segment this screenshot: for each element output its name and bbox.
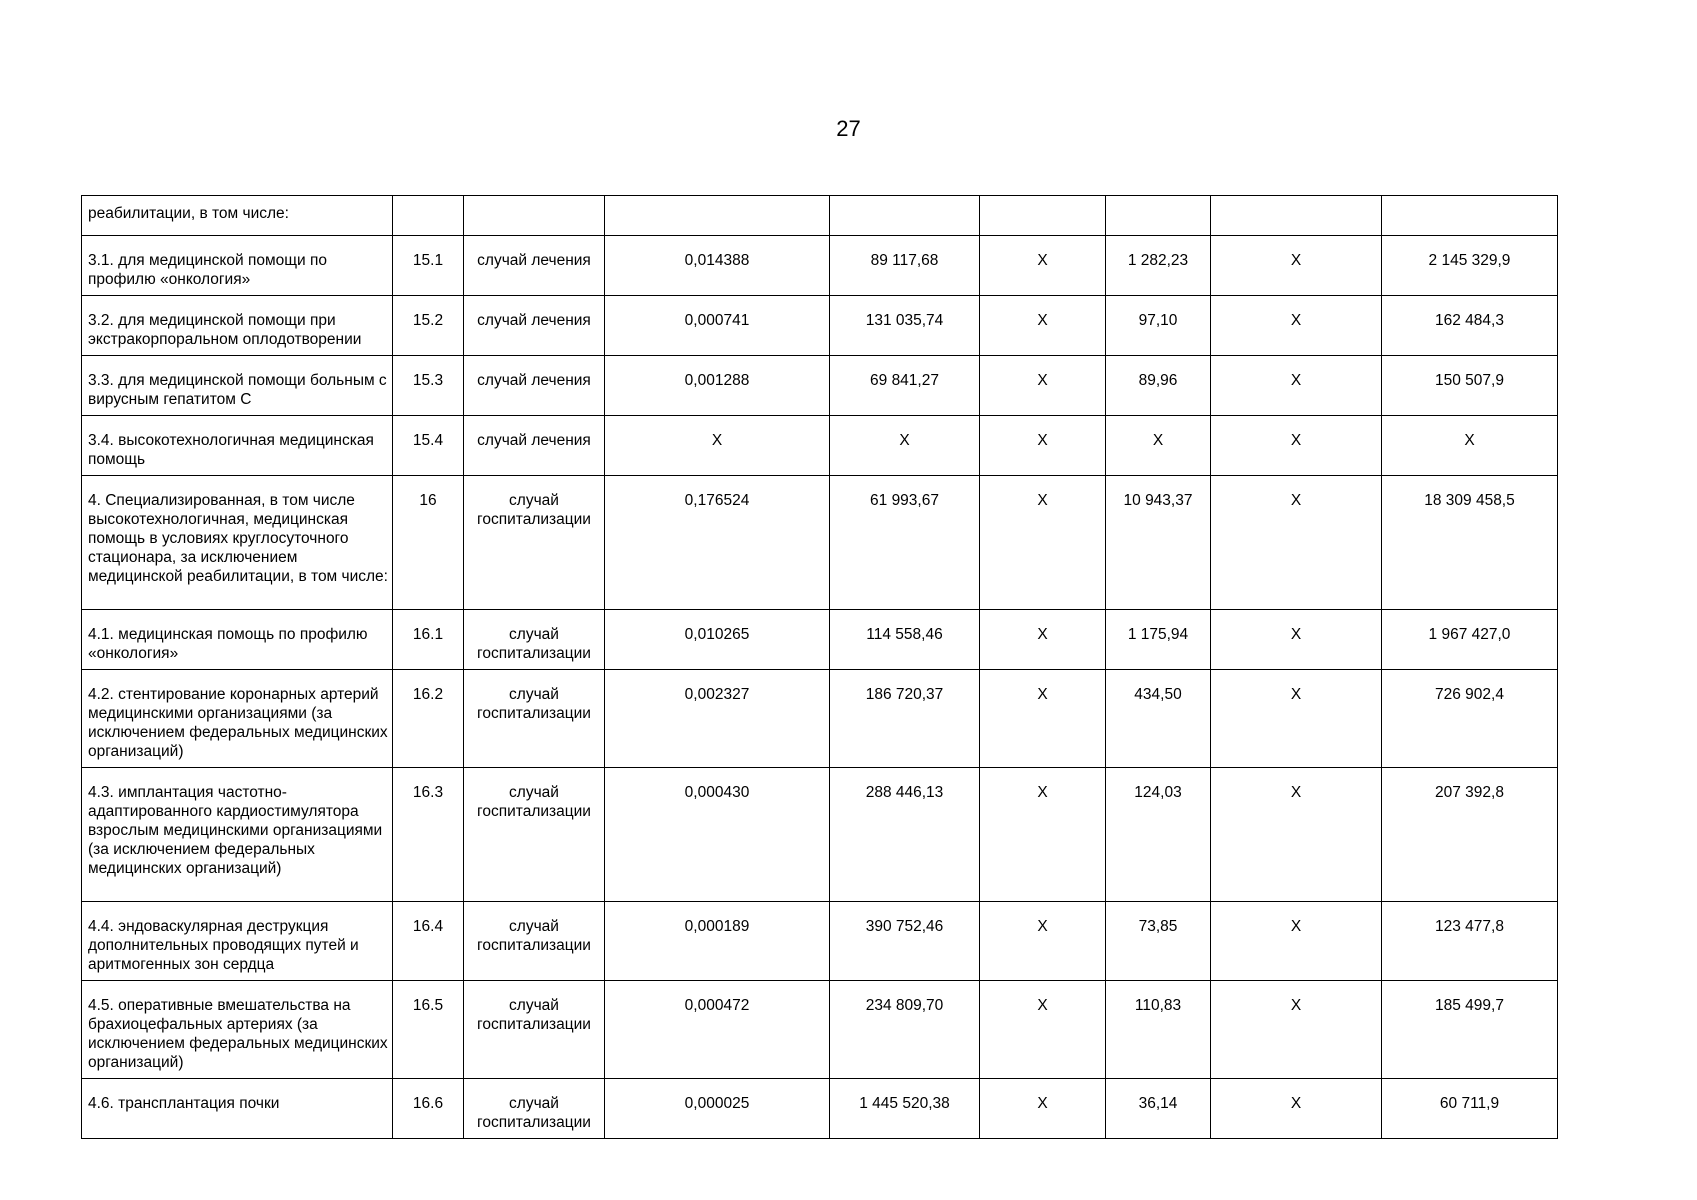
- row-x2: X: [1211, 296, 1382, 356]
- row-x2: X: [1211, 670, 1382, 768]
- row-name: реабилитации, в том числе:: [82, 196, 393, 236]
- row-code: 16.4: [393, 902, 464, 981]
- row-name: 3.1. для медицинской помощи по профилю «онкология»: [82, 236, 393, 296]
- row-total: 60 711,9: [1382, 1079, 1558, 1139]
- row-cost: 186 720,37: [830, 670, 980, 768]
- row-x1: X: [980, 902, 1106, 981]
- row-name: 4. Специализированная, в том числе высокотехнологичная, медицинская помощь в условиях круглосуточного стационара, за исключением медицинской реабилитации, в том числе:: [82, 476, 393, 610]
- row-norm: 0,000025: [605, 1079, 830, 1139]
- row-unit: случай лечения: [464, 236, 605, 296]
- row-per-capita: 36,14: [1106, 1079, 1211, 1139]
- row-x2: X: [1211, 476, 1382, 610]
- row-x1: X: [980, 236, 1106, 296]
- row-cost: 61 993,67: [830, 476, 980, 610]
- table-row: [82, 670, 1558, 768]
- row-unit: случай госпитализации: [464, 1079, 605, 1139]
- row-unit: [464, 196, 605, 236]
- table-row: [82, 296, 1558, 356]
- row-total: 1 967 427,0: [1382, 610, 1558, 670]
- row-total: 18 309 458,5: [1382, 476, 1558, 610]
- row-per-capita: 73,85: [1106, 902, 1211, 981]
- row-norm: [605, 196, 830, 236]
- row-code: 16.3: [393, 768, 464, 902]
- row-per-capita: X: [1106, 416, 1211, 476]
- data-table: [81, 195, 1558, 1139]
- row-cost: 69 841,27: [830, 356, 980, 416]
- row-per-capita: 97,10: [1106, 296, 1211, 356]
- row-per-capita: 434,50: [1106, 670, 1211, 768]
- page-number: 27: [836, 116, 861, 141]
- row-cost: 288 446,13: [830, 768, 980, 902]
- row-norm: 0,000189: [605, 902, 830, 981]
- row-code: 15.4: [393, 416, 464, 476]
- row-total: 207 392,8: [1382, 768, 1558, 902]
- row-x1: X: [980, 981, 1106, 1079]
- row-norm: 0,001288: [605, 356, 830, 416]
- row-name: 3.4. высокотехнологичная медицинская помощь: [82, 416, 393, 476]
- row-norm: 0,002327: [605, 670, 830, 768]
- row-norm: 0,000472: [605, 981, 830, 1079]
- row-unit: случай госпитализации: [464, 981, 605, 1079]
- row-name: 3.2. для медицинской помощи при экстракорпоральном оплодотворении: [82, 296, 393, 356]
- row-x1: X: [980, 476, 1106, 610]
- row-total: 150 507,9: [1382, 356, 1558, 416]
- row-name: 4.2. стентирование коронарных артерий медицинскими организациями (за исключением федеральных медицинских организаций): [82, 670, 393, 768]
- row-name: 4.6. трансплантация почки: [82, 1079, 393, 1139]
- row-x2: X: [1211, 356, 1382, 416]
- row-per-capita: 89,96: [1106, 356, 1211, 416]
- row-code: 15.1: [393, 236, 464, 296]
- row-x2: X: [1211, 236, 1382, 296]
- row-x2: X: [1211, 981, 1382, 1079]
- row-unit: случай госпитализации: [464, 610, 605, 670]
- row-norm: 0,000430: [605, 768, 830, 902]
- row-x2: X: [1211, 416, 1382, 476]
- row-total: 123 477,8: [1382, 902, 1558, 981]
- table-row: [82, 356, 1558, 416]
- row-total: 2 145 329,9: [1382, 236, 1558, 296]
- table-row: [82, 768, 1558, 902]
- row-x1: X: [980, 416, 1106, 476]
- row-x1: X: [980, 296, 1106, 356]
- row-total: 726 902,4: [1382, 670, 1558, 768]
- table-row: [82, 236, 1558, 296]
- row-code: 16.5: [393, 981, 464, 1079]
- table-row: [82, 902, 1558, 981]
- row-x1: X: [980, 1079, 1106, 1139]
- row-x2: [1211, 196, 1382, 236]
- row-x2: X: [1211, 902, 1382, 981]
- table-row: [82, 416, 1558, 476]
- row-cost: 234 809,70: [830, 981, 980, 1079]
- row-code: 16.1: [393, 610, 464, 670]
- row-per-capita: 1 282,23: [1106, 236, 1211, 296]
- row-cost: 1 445 520,38: [830, 1079, 980, 1139]
- row-code: 15.3: [393, 356, 464, 416]
- row-x1: X: [980, 768, 1106, 902]
- row-x2: X: [1211, 1079, 1382, 1139]
- row-code: 16.6: [393, 1079, 464, 1139]
- row-name: 4.1. медицинская помощь по профилю «онкология»: [82, 610, 393, 670]
- table-row: [82, 610, 1558, 670]
- row-norm: 0,176524: [605, 476, 830, 610]
- row-unit: случай госпитализации: [464, 670, 605, 768]
- table-row: [82, 1079, 1558, 1139]
- row-per-capita: 110,83: [1106, 981, 1211, 1079]
- row-per-capita: 124,03: [1106, 768, 1211, 902]
- row-x1: X: [980, 670, 1106, 768]
- table-body: [82, 196, 1558, 1139]
- row-total: 185 499,7: [1382, 981, 1558, 1079]
- row-per-capita: [1106, 196, 1211, 236]
- row-cost: 131 035,74: [830, 296, 980, 356]
- table-row: [82, 981, 1558, 1079]
- row-x2: X: [1211, 610, 1382, 670]
- row-x1: X: [980, 356, 1106, 416]
- row-name: 4.5. оперативные вмешательства на брахиоцефальных артериях (за исключением федеральных медицинских организаций): [82, 981, 393, 1079]
- row-unit: случай госпитализации: [464, 902, 605, 981]
- row-per-capita: 1 175,94: [1106, 610, 1211, 670]
- row-unit: случай лечения: [464, 356, 605, 416]
- row-cost: [830, 196, 980, 236]
- row-norm: 0,010265: [605, 610, 830, 670]
- row-total: 162 484,3: [1382, 296, 1558, 356]
- row-norm: 0,014388: [605, 236, 830, 296]
- row-code: 16.2: [393, 670, 464, 768]
- row-code: 15.2: [393, 296, 464, 356]
- row-cost: 89 117,68: [830, 236, 980, 296]
- row-unit: случай госпитализации: [464, 476, 605, 610]
- row-x1: X: [980, 610, 1106, 670]
- row-total: X: [1382, 416, 1558, 476]
- row-cost: 114 558,46: [830, 610, 980, 670]
- row-name: 4.4. эндоваскулярная деструкция дополнительных проводящих путей и аритмогенных зон сердца: [82, 902, 393, 981]
- row-unit: случай лечения: [464, 416, 605, 476]
- row-cost: 390 752,46: [830, 902, 980, 981]
- table-row: [82, 196, 1558, 236]
- table-row: [82, 476, 1558, 610]
- row-per-capita: 10 943,37: [1106, 476, 1211, 610]
- row-x2: X: [1211, 768, 1382, 902]
- row-unit: случай госпитализации: [464, 768, 605, 902]
- row-x1: [980, 196, 1106, 236]
- row-unit: случай лечения: [464, 296, 605, 356]
- row-norm: X: [605, 416, 830, 476]
- row-code: 16: [393, 476, 464, 610]
- row-total: [1382, 196, 1558, 236]
- row-norm: 0,000741: [605, 296, 830, 356]
- row-code: [393, 196, 464, 236]
- row-cost: X: [830, 416, 980, 476]
- row-name: 4.3. имплантация частотно-адаптированного кардиостимулятора взрослым медицинскими организациями (за исключением федеральных медицинских организаций): [82, 768, 393, 902]
- row-name: 3.3. для медицинской помощи больным с вирусным гепатитом С: [82, 356, 393, 416]
